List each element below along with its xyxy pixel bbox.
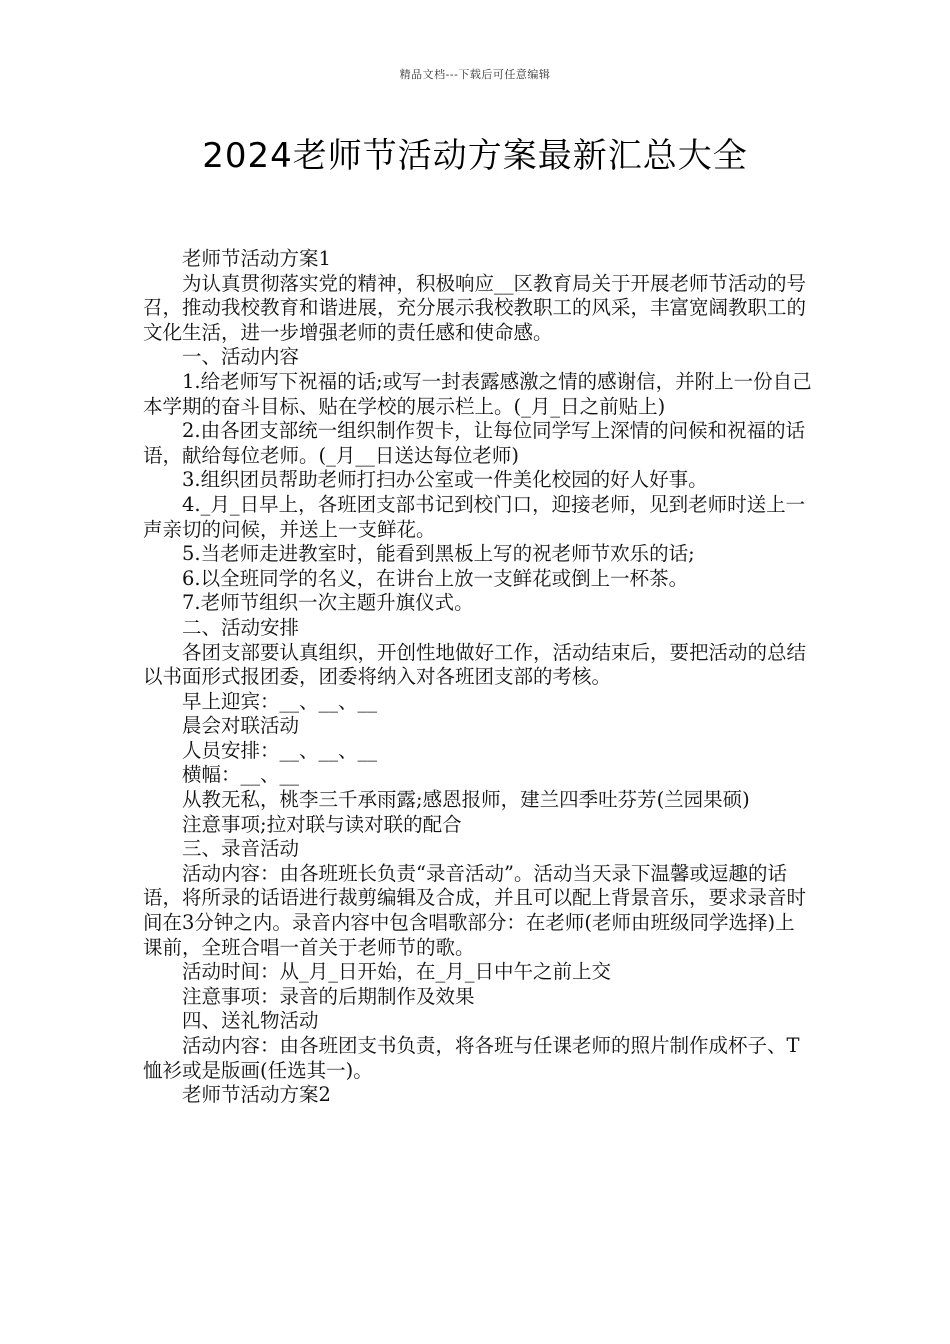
paragraph: 活动内容：由各班团支书负责，将各班与任课老师的照片制作成杯子、T恤衫或是版画(任选其一)。 [143, 1034, 800, 1082]
paragraph: 注意事项：录音的后期制作及效果 [182, 984, 475, 1008]
paragraph: 从教无私，桃李三千承雨露;感恩报师，建兰四季吐芬芳(兰园果硕) [182, 788, 750, 812]
section-heading: 一、活动内容 [182, 345, 300, 369]
paragraph: 人员安排：__、__、__ [182, 738, 378, 762]
list-item: 5.当老师走进教室时，能看到黑板上写的祝老师节欢乐的话; [182, 542, 695, 566]
section-heading: 老师节活动方案2 [182, 1083, 331, 1107]
document-title: 2024老师节活动方案最新汇总大全 [202, 136, 748, 176]
list-item: 3.组织团员帮助老师打扫办公室或一件美化校园的好人好事。 [182, 468, 708, 492]
document-body [143, 247, 813, 1108]
list-item: 4._月_日早上，各班团支部书记到校门口，迎接老师，见到老师时送上一声亲切的问候，并送上一支鲜花。 [143, 492, 806, 541]
list-item: 2.由各团支部统一组织制作贺卡，让每位同学写上深情的问候和祝福的话语，献给每位老师。(_月__日送达每位老师) [143, 419, 806, 467]
list-item: 1.给老师写下祝福的话;或写一封表露感激之情的感谢信，并附上一份自己本学期的奋斗目标、贴在学校的展示栏上。(_月_日之前贴上) [143, 369, 812, 418]
section-heading: 老师节活动方案1 [182, 247, 331, 270]
section-heading: 三、录音活动 [182, 837, 300, 861]
paragraph: 早上迎宾：__、__、__ [182, 689, 378, 713]
paragraph: 活动内容：由各班班长负责“录音活动”。活动当天录下温馨或逗趣的话语，将所录的话语进行裁剪编辑及合成，并且可以配上背景音乐，要求录音时间在3分钟之内。录音内容中包含唱歌部分：在老师(老师由班级同学选择)上课前，全班合唱一首关于老师节的歌。 [143, 861, 807, 959]
section-heading: 四、送礼物活动 [182, 1009, 319, 1033]
paragraph: 注意事项;拉对联与读对联的配合 [182, 812, 462, 836]
section-heading: 二、活动安排 [182, 615, 300, 639]
paragraph: 晨会对联活动 [182, 714, 300, 738]
list-item: 6.以全班同学的名义，在讲台上放一支鲜花或倒上一杯茶。 [182, 566, 689, 590]
header-note: 精品文档---下载后可任意编辑 [399, 68, 551, 81]
paragraph: 为认真贯彻落实党的精神，积极响应__区教育局关于开展老师节活动的号召，推动我校教育和谐进展，充分展示我校教职工的风采，丰富宽阔教职工的文化生活，进一步增强老师的责任感和使命感。 [143, 271, 807, 344]
list-item: 7.老师节组织一次主题升旗仪式。 [182, 591, 474, 615]
paragraph: 横幅：__、__ [182, 763, 300, 787]
paragraph: 活动时间：从_月_日开始，在_月_日中午之前上交 [182, 960, 612, 984]
paragraph: 各团支部要认真组织，开创性地做好工作，活动结束后，要把活动的总结以书面形式报团委，团委将纳入对各班团支部的考核。 [143, 640, 807, 689]
